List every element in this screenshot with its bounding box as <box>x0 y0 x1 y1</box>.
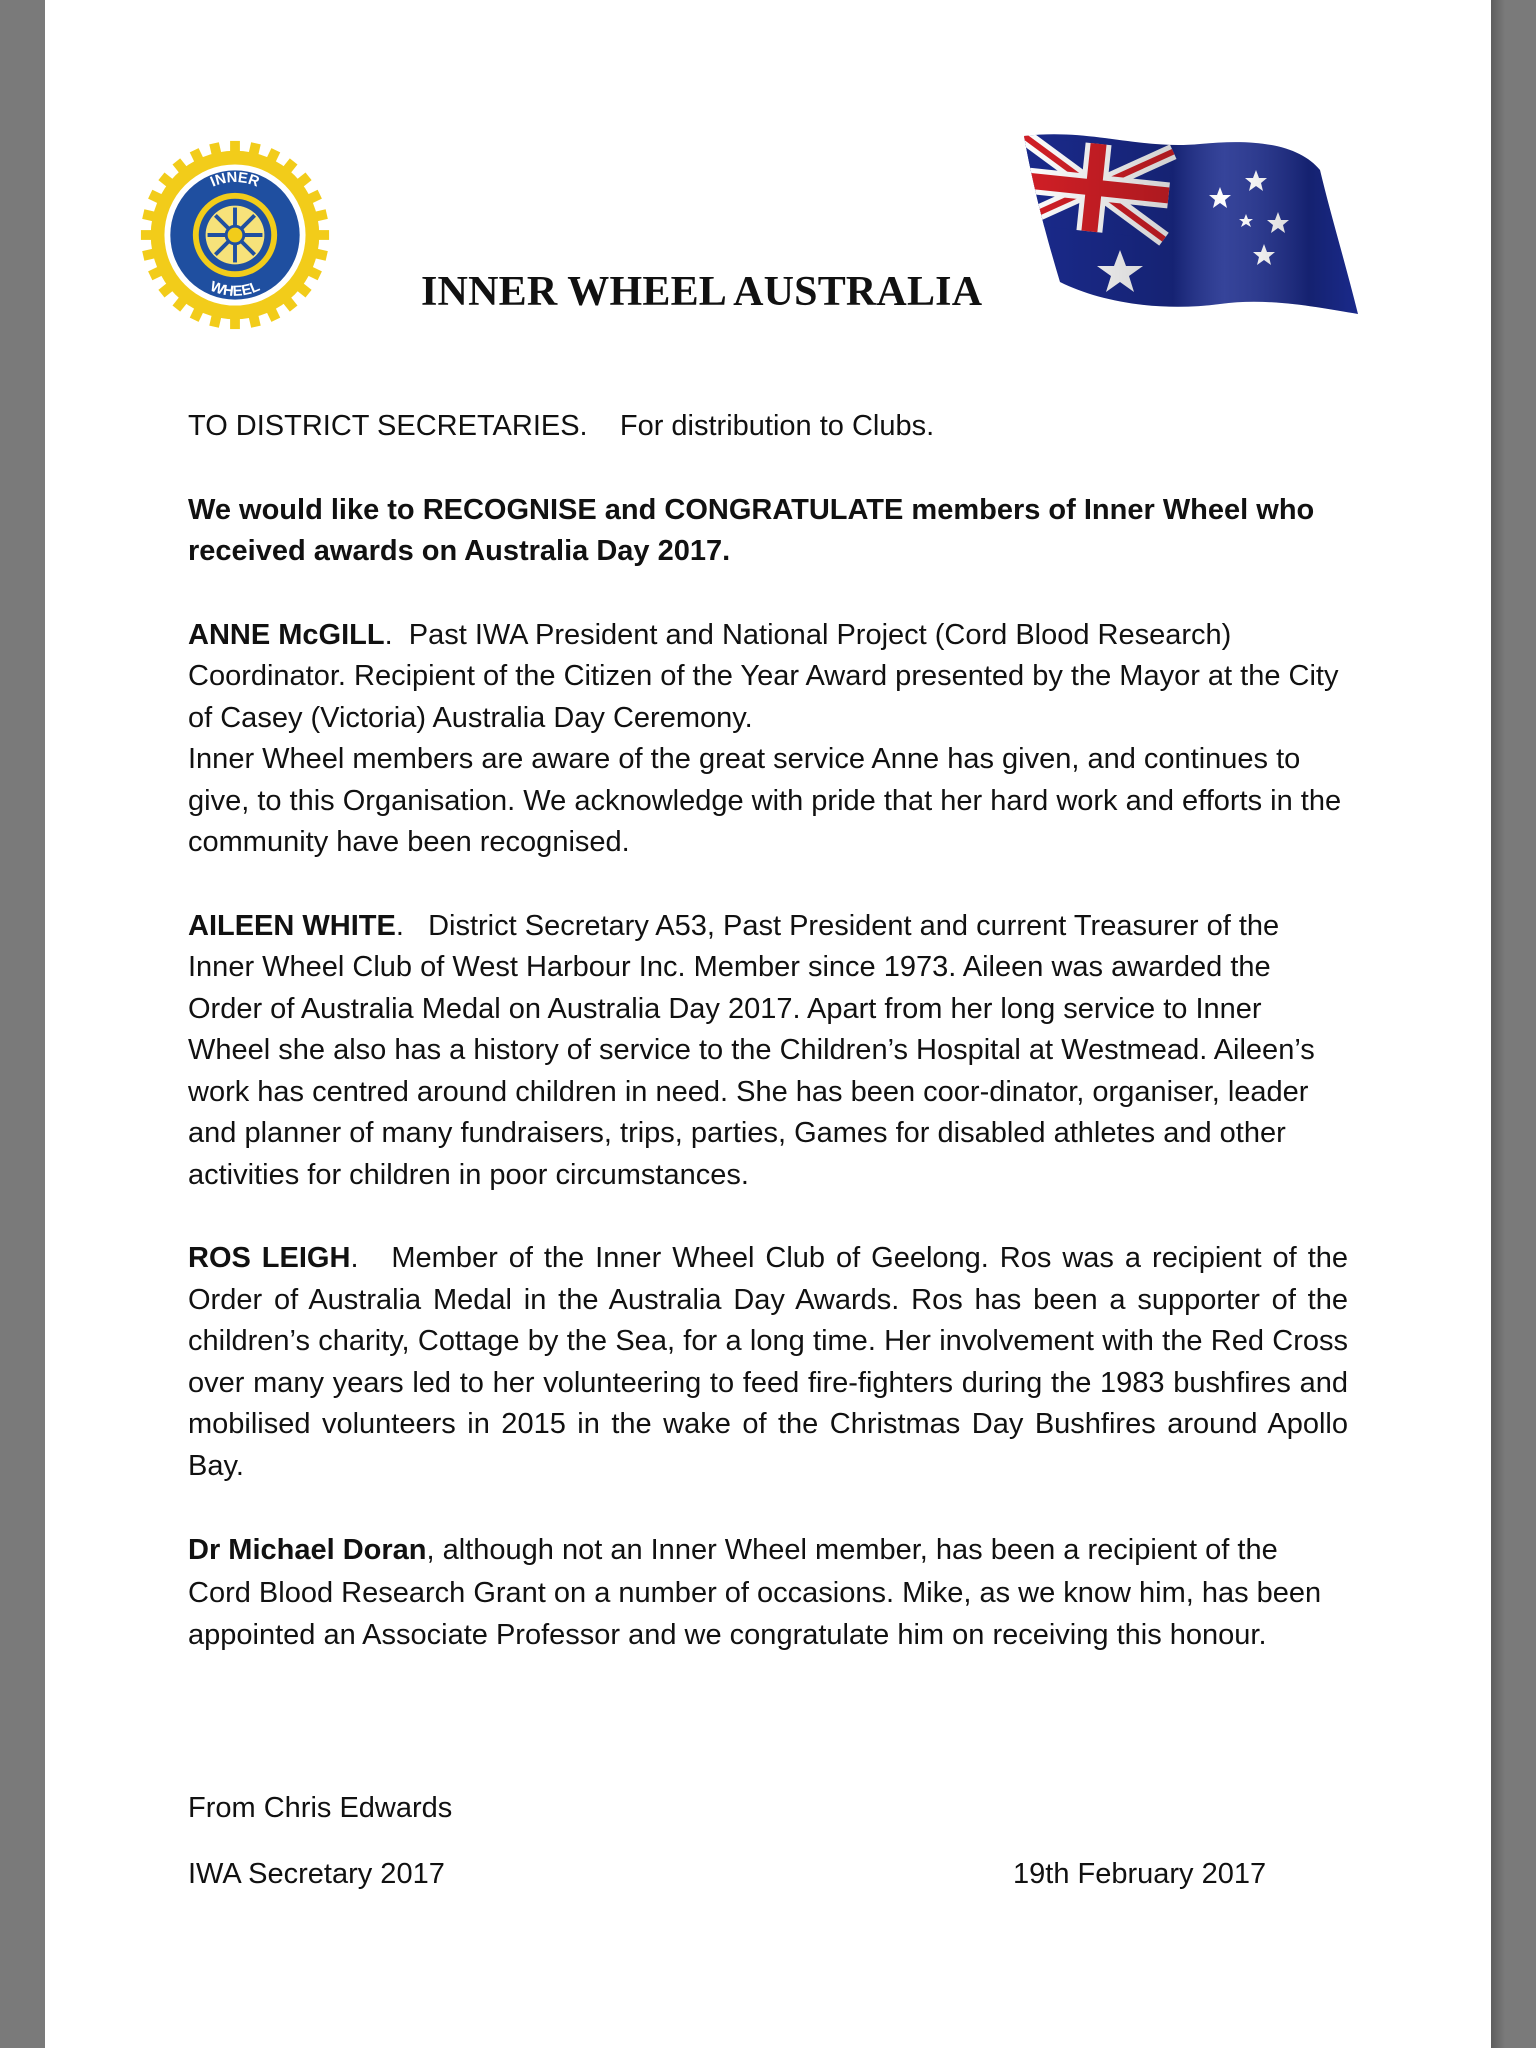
distribution-to: TO DISTRICT SECRETARIES. <box>188 410 588 442</box>
distribution-note: For distribution to Clubs. <box>619 410 935 442</box>
letterhead-title: INNER WHEEL AUSTRALIA <box>421 269 983 315</box>
logo-text-top: INNER <box>208 169 262 191</box>
honouree-text: Member of the Inner Wheel Club of Geelong. Ros was a recipient of the Order of Australia Medal in the Australia Day Awards. Ros has been a supporter of the children’s charity, Cottage by the Sea, for a long time. Her involvement with the Red Cross over many years led to her volunteering to feed fire-fighters during the 1983 bushfires and mobilised volunteers in 2015 in the wake of the Christmas Day Bushfires around Apollo Bay. <box>188 1242 1349 1482</box>
signature-date: 19th February 2017 <box>1013 1858 1267 1890</box>
logo-text-bottom: WHEEL <box>207 278 263 300</box>
honouree-name: ROS LEIGH <box>188 1242 351 1274</box>
honouree-ros: ROS LEIGH. Member of the Inner Wheel Club of Geelong. Ros was a recipient of the Order of Australia Medal in the Australia Day Awards. Ros has been a supporter of the children’s charity, Cottage by the Sea, for a long time. Her involvement with the Red Cross over many years led to her volunteering to feed fire-fighters during the 1983 bushfires and mobilised volunteers in 2015 in the wake of the Christmas Day Bushfires around Apollo Bay. <box>188 1242 1349 1482</box>
honouree-text: , although not an Inner Wheel member, has been a recipient of the Cord Blood Research Grant on a number of occasions. Mike, as we know him, has been appointed an Associate Professor and we congratulate him on receiving this honour. <box>188 1534 1322 1651</box>
honouree-name: ANNE McGILL <box>188 618 385 651</box>
distribution-line <box>188 406 1348 448</box>
honouree-text: Past IWA President and National Project (Cord Blood Research) Coordinator. Recipient of the Citizen of the Year Award presented by the Mayor at the City of Casey (Victoria) Australia Day Ceremony. <box>188 618 1339 734</box>
australian-flag-icon <box>1020 132 1360 322</box>
page-edge-shadow <box>1491 0 1505 2048</box>
signature-role: IWA Secretary 2017 <box>188 1858 445 1890</box>
letter-body <box>188 406 1348 1657</box>
honouree-anne: ANNE McGILL. Past IWA President and National Project (Cord Blood Research) Coordinator. Recipient of the Citizen of the Year Award presented by the Mayor at the City of Casey (Victoria) Australia Day Ceremony. Inner Wheel members are aware of the great service Anne has given, and continues to give, to this Organisation. We acknowledge with pride that her hard work and efforts in the community have been recognised. <box>188 615 1348 864</box>
honouree-text: District Secretary A53, Past President and current Treasurer of the Inner Wheel Club of West Harbour Inc. Member since 1973. Aileen was awarded the Order of Australia Medal on Australia Day 2017. Apart from her long service to Inner Wheel she also has a history of service to the Children’s Hospital at Westmead. Aileen’s work has centred around children in need. She has been coor-dinator, organiser, leader and planner of many fundraisers, trips, parties, Games for disabled athletes and other activities for children in poor circumstances. <box>188 909 1315 1191</box>
honouree-text-continued: Inner Wheel members are aware of the great service Anne has given, and continues to give, to this Organisation. We acknowledge with pride that her hard work and efforts in the community have been recognised. <box>188 743 1342 858</box>
honouree-name: AILEEN WHITE <box>188 909 396 942</box>
honouree-aileen: AILEEN WHITE. District Secretary A53, Past President and current Treasurer of the Inner Wheel Club of West Harbour Inc. Member since 1973. Aileen was awarded the Order of Australia Medal on Australia Day 2017. Apart from her long service to Inner Wheel she also has a history of service to the Children’s Hospital at Westmead. Aileen’s work has centred around children in need. She has been coor-dinator, organiser, leader and planner of many fundraisers, trips, parties, Games for disabled athletes and other activities for children in poor circumstances. <box>188 909 1315 1191</box>
honouree-michael <box>188 1529 1348 1657</box>
intro-paragraph: We would like to RECOGNISE and CONGRATULATE members of Inner Wheel who received awards on Australia Day 2017. <box>188 493 1315 567</box>
honouree-name: Dr Michael Doran <box>188 1534 427 1566</box>
inner-wheel-logo-icon <box>137 137 333 333</box>
signature-from: From Chris Edwards <box>188 1792 453 1824</box>
